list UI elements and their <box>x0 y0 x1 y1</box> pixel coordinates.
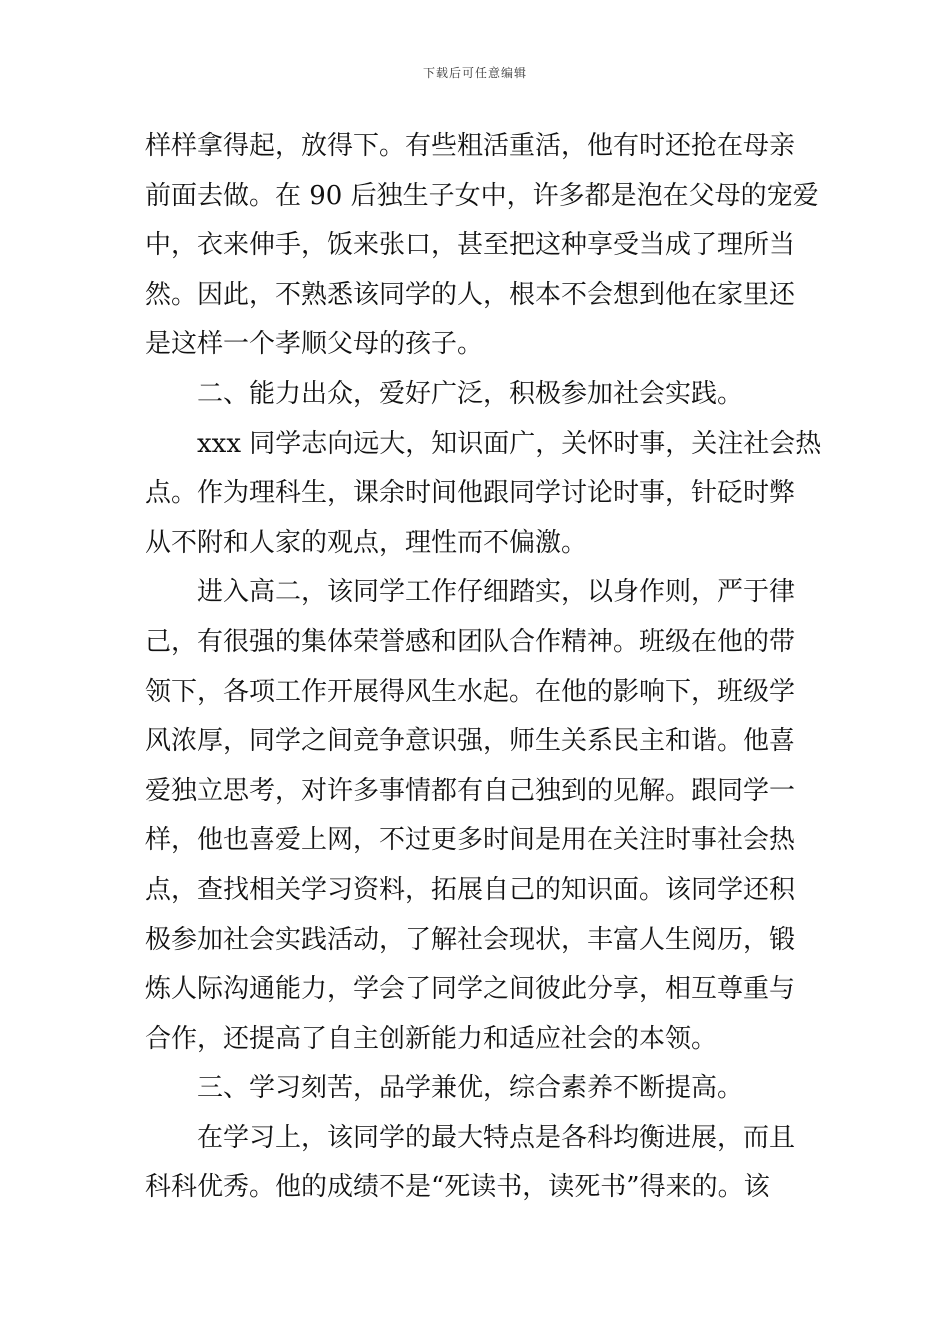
text-line: 然。因此，不熟悉该同学的人，根本不会想到他在家里还 <box>145 279 796 310</box>
text-line: 样样拿得起，放得下。有些粗活重活，他有时还抢在母亲 <box>145 131 796 161</box>
text-line: 己，有很强的集体荣誉感和团队合作精神。班级在他的带 <box>145 626 796 657</box>
text-line: 风浓厚，同学之间竞争意识强，师生关系民主和谐。他喜 <box>145 726 796 757</box>
text-line: 爱独立思考，对许多事情都有自己独到的见解。跟同学一 <box>145 775 796 806</box>
text-line: 前面去做。在 90 后独生子女中，许多都是泡在父母的宠爱 <box>145 180 819 211</box>
text-line: 合作，还提高了自主创新能力和适应社会的本领。 <box>145 1023 718 1054</box>
text-line: 科科优秀。他的成绩不是“死读书，读死书”得来的。该 <box>145 1172 770 1203</box>
text-line: 点。作为理科生，课余时间他跟同学讨论时事，针砭时弊 <box>145 478 796 509</box>
paragraph-start: 在学习上，该同学的最大特点是各科均衡进展，而且 <box>197 1122 796 1153</box>
text-line: 是这样一个孝顺父母的孩子。 <box>145 329 484 360</box>
document-body <box>145 122 822 1213</box>
page-header: 下载后可任意编辑 <box>422 66 527 80</box>
text-line: 极参加社会实践活动，了解社会现状，丰富人生阅历，锻 <box>145 924 796 955</box>
section-heading: 二、能力出众，爱好广泛，积极参加社会实践。 <box>197 378 744 409</box>
section-heading: 三、学习刻苦，品学兼优，综合素养不断提高。 <box>197 1073 744 1104</box>
text-line: 从不附和人家的观点，理性而不偏激。 <box>145 527 588 558</box>
text-line: 样，他也喜爱上网，不过更多时间是用在关注时事社会热 <box>145 825 796 856</box>
text-line: 中，衣来伸手，饭来张口，甚至把这种享受当成了理所当 <box>145 230 796 261</box>
text-line: 领下，各项工作开展得风生水起。在他的影响下，班级学 <box>145 676 796 707</box>
text-line: 点，查找相关学习资料，拓展自己的知识面。该同学还积 <box>145 874 796 905</box>
paragraph-start: xxx 同学志向远大，知识面广，关怀时事，关注社会热 <box>197 428 822 459</box>
text-line: 炼人际沟通能力，学会了同学之间彼此分享，相互尊重与 <box>145 974 796 1005</box>
paragraph-start: 进入高二，该同学工作仔细踏实，以身作则，严于律 <box>197 577 796 608</box>
